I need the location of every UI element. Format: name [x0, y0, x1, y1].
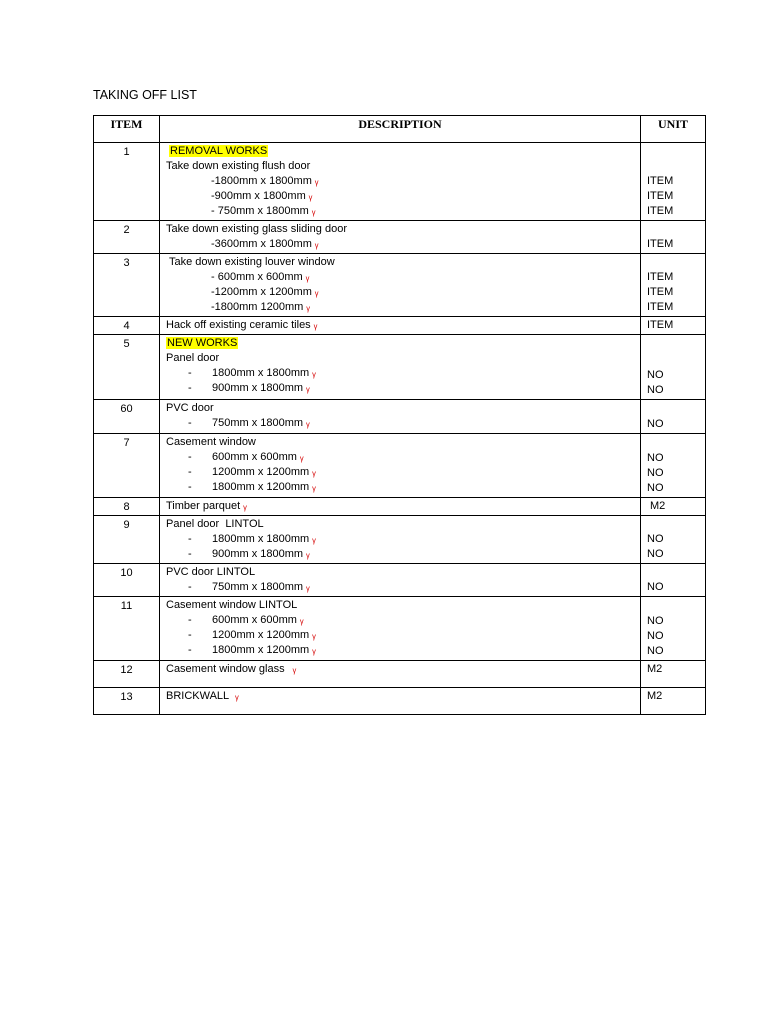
document-title: TAKING OFF LIST: [93, 88, 197, 102]
tick-mark-icon: ᵧ: [306, 548, 310, 560]
sub-item: -1200mm x 1200mm: [211, 286, 312, 298]
unit-value: M2: [650, 500, 666, 512]
item-number: 13: [94, 688, 160, 715]
sub-item: 1200mm x 1200mm: [212, 629, 310, 641]
item-number: 11: [94, 597, 160, 661]
item-description: PVC door LINTOL - 750mm x 1800mm ᵧ: [160, 564, 641, 597]
item-number: 60: [94, 400, 160, 434]
description-text: PVC door: [166, 402, 214, 414]
item-number: 4: [94, 317, 160, 335]
item-unit: [641, 661, 706, 688]
item-description: [160, 143, 641, 221]
tick-mark-icon: ᵧ: [312, 644, 316, 656]
item-number: 8: [94, 498, 160, 516]
description-text: Casement window: [166, 436, 256, 448]
table-row: [94, 400, 706, 434]
item-description: [160, 498, 641, 516]
sub-item: -1800mm x 1800mm: [211, 175, 312, 187]
item-unit: [641, 498, 706, 516]
tick-mark-icon: ᵧ: [314, 175, 319, 187]
tick-mark-icon: ᵧ: [312, 629, 316, 641]
sub-item: -900mm x 1800mm: [211, 190, 306, 202]
item-number: 3: [94, 254, 160, 317]
tick-mark-icon: ᵧ: [299, 614, 304, 626]
table-row: [94, 434, 706, 498]
table-row: [94, 498, 706, 516]
item-description: Casement window - 600mm x 600mm ᵧ - 1200mm x 1200mm ᵧ - 1800mm x 1200mm ᵧ: [160, 434, 641, 498]
tick-mark-icon: ᵧ: [306, 581, 310, 593]
item-unit: [641, 516, 706, 564]
tick-mark-icon: ᵧ: [312, 533, 316, 545]
item-number: 2: [94, 221, 160, 254]
unit-value: ITEM: [647, 286, 674, 298]
tick-mark-icon: ᵧ: [299, 451, 304, 463]
tick-mark-icon: ᵧ: [312, 466, 316, 478]
tick-mark-icon: ᵧ: [312, 481, 316, 493]
section-heading: REMOVAL WORKS: [170, 145, 268, 157]
tick-mark-icon: ᵧ: [305, 271, 310, 283]
sub-item: 600mm x 600mm: [212, 614, 297, 626]
table-row: [94, 516, 706, 564]
item-number: 1: [94, 143, 160, 221]
description-text: Casement window LINTOL: [166, 599, 298, 611]
sub-item: - 600mm x 600mm: [211, 271, 303, 283]
item-unit: [641, 400, 706, 434]
description-text: Take down existing glass sliding door: [166, 223, 347, 235]
item-unit: [641, 221, 706, 254]
tick-mark-icon: ᵧ: [243, 500, 247, 512]
header-item: ITEM: [94, 116, 160, 143]
sub-item: -3600mm x 1800mm: [211, 238, 312, 250]
sub-item: 1200mm x 1200mm: [212, 466, 310, 478]
item-unit: [641, 688, 706, 715]
unit-value: NO: [647, 418, 664, 430]
unit-value: ITEM: [647, 205, 674, 217]
unit-value: NO: [647, 369, 664, 381]
sub-item: 600mm x 600mm: [212, 451, 297, 463]
description-text: Take down existing flush door: [166, 160, 311, 172]
item-unit: [641, 434, 706, 498]
unit-value: NO: [647, 467, 664, 479]
description-text: Casement window glass: [166, 663, 285, 675]
table-row: [94, 221, 706, 254]
table-row: [94, 254, 706, 317]
unit-value: NO: [647, 533, 664, 545]
tick-mark-icon: ᵧ: [235, 690, 239, 702]
sub-item: - 750mm x 1800mm: [211, 205, 309, 217]
item-description: [160, 317, 641, 335]
description-text: BRICKWALL: [166, 690, 230, 702]
description-text: Panel door LINTOL: [166, 518, 264, 530]
unit-value: ITEM: [647, 238, 674, 250]
tick-mark-icon: ᵧ: [308, 190, 313, 202]
sub-item: -1800mm 1200mm: [211, 301, 304, 313]
item-description: [160, 254, 641, 317]
table-row: [94, 335, 706, 400]
table-row: [94, 688, 706, 715]
sub-item: 1800mm x 1200mm: [212, 644, 310, 656]
item-number: 10: [94, 564, 160, 597]
item-description: PVC door - 750mm x 1800mm ᵧ: [160, 400, 641, 434]
description-text: Take down existing louver window: [169, 256, 335, 268]
unit-value: ITEM: [647, 319, 674, 331]
unit-value: NO: [647, 548, 664, 560]
table-row: [94, 564, 706, 597]
sub-item: 750mm x 1800mm: [212, 581, 304, 593]
unit-value: NO: [647, 630, 664, 642]
item-unit: [641, 597, 706, 661]
unit-value: NO: [647, 482, 664, 494]
item-description: [160, 221, 641, 254]
sub-item: 1800mm x 1800mm: [212, 367, 310, 379]
tick-mark-icon: ᵧ: [292, 663, 297, 675]
sub-item: 900mm x 1800mm: [212, 548, 304, 560]
table-row: [94, 661, 706, 688]
sub-item: 750mm x 1800mm: [212, 417, 304, 429]
item-description: NEW WORKS Panel door - 1800mm x 1800mm ᵧ - 900mm x 1800mm ᵧ: [160, 335, 641, 400]
sub-item: 900mm x 1800mm: [212, 382, 304, 394]
tick-mark-icon: ᵧ: [314, 286, 319, 298]
item-unit: [641, 254, 706, 317]
description-text: PVC door LINTOL: [166, 566, 256, 578]
sub-item: 1800mm x 1200mm: [212, 481, 310, 493]
table-row: [94, 597, 706, 661]
table-row: [94, 143, 706, 221]
item-unit: [641, 143, 706, 221]
header-description: DESCRIPTION: [160, 116, 641, 143]
table-row: [94, 317, 706, 335]
item-unit: [641, 335, 706, 400]
unit-value: NO: [647, 384, 664, 396]
unit-value: NO: [647, 452, 664, 464]
item-number: 12: [94, 661, 160, 688]
item-number: 5: [94, 335, 160, 400]
section-heading: NEW WORKS: [167, 337, 238, 349]
unit-value: ITEM: [647, 301, 674, 313]
taking-off-table: [93, 115, 706, 715]
tick-mark-icon: ᵧ: [314, 238, 319, 250]
tick-mark-icon: ᵧ: [312, 367, 316, 379]
tick-mark-icon: ᵧ: [306, 382, 310, 394]
unit-value: ITEM: [647, 271, 674, 283]
item-description: [160, 661, 641, 688]
header-unit: UNIT: [641, 116, 706, 143]
item-unit: [641, 564, 706, 597]
item-number: 9: [94, 516, 160, 564]
item-unit: [641, 317, 706, 335]
item-description: Casement window LINTOL - 600mm x 600mm ᵧ - 1200mm x 1200mm ᵧ - 1800mm x 1200mm ᵧ: [160, 597, 641, 661]
unit-value: NO: [647, 581, 664, 593]
description-text: Panel door: [166, 352, 220, 364]
unit-value: NO: [647, 615, 664, 627]
table-header-row: [94, 116, 706, 143]
unit-value: M2: [647, 663, 663, 675]
tick-mark-icon: ᵧ: [306, 417, 310, 429]
tick-mark-icon: ᵧ: [313, 319, 318, 331]
unit-value: M2: [647, 690, 663, 702]
tick-mark-icon: ᵧ: [306, 301, 310, 313]
item-number: 7: [94, 434, 160, 498]
item-description: [160, 688, 641, 715]
unit-value: NO: [647, 645, 664, 657]
description-text: Timber parquet: [166, 500, 241, 512]
item-description: Panel door LINTOL - 1800mm x 1800mm ᵧ - 900mm x 1800mm ᵧ: [160, 516, 641, 564]
description-text: Hack off existing ceramic tiles: [166, 319, 311, 331]
unit-value: ITEM: [647, 175, 674, 187]
sub-item: 1800mm x 1800mm: [212, 533, 310, 545]
unit-value: ITEM: [647, 190, 674, 202]
tick-mark-icon: ᵧ: [311, 205, 316, 217]
